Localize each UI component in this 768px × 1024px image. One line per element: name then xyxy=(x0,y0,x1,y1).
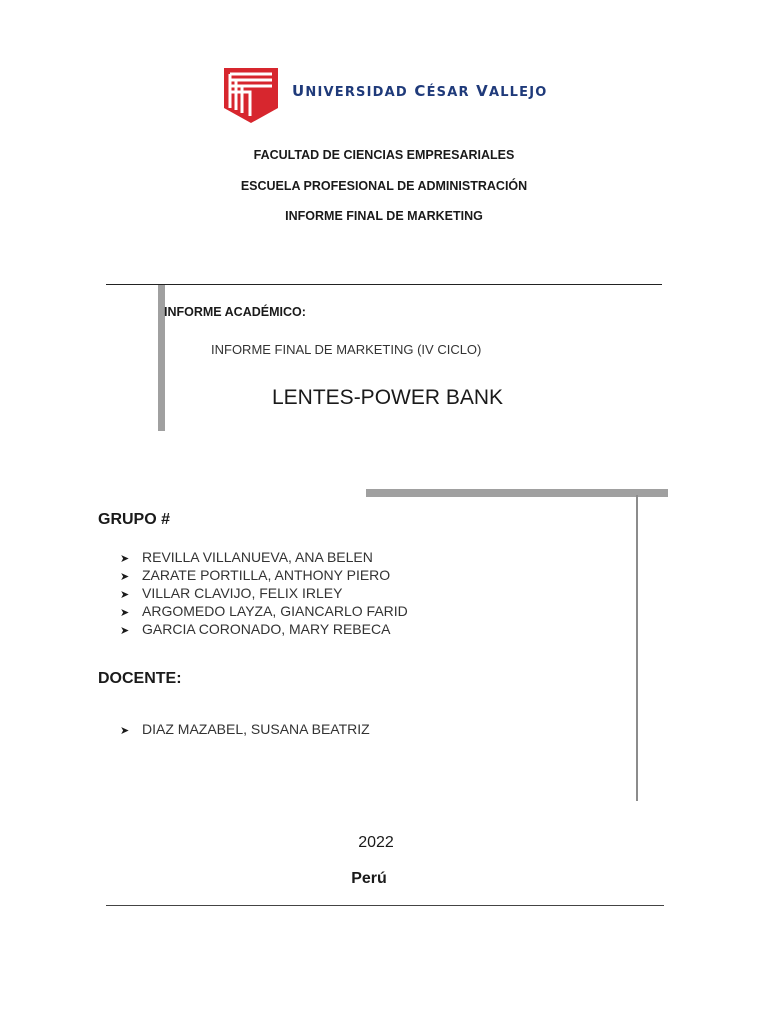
member-name: REVILLA VILLANUEVA, ANA BELEN xyxy=(142,549,373,565)
list-item xyxy=(120,566,408,584)
university-name-initial-1: U xyxy=(292,82,306,100)
list-item xyxy=(120,720,370,738)
list-item xyxy=(120,620,408,638)
list-item xyxy=(120,602,408,620)
right-vertical-line xyxy=(636,495,638,801)
arrowhead-bullet-icon: ➤ xyxy=(120,624,130,637)
academic-report-label: INFORME ACADÉMICO: xyxy=(164,305,306,319)
arrowhead-bullet-icon: ➤ xyxy=(120,606,130,619)
bottom-divider xyxy=(106,905,664,906)
year-text: 2022 xyxy=(358,834,394,851)
university-name-rest-2: ÉSAR xyxy=(426,85,470,100)
member-name: GARCIA CORONADO, MARY REBECA xyxy=(142,621,391,637)
top-divider xyxy=(106,284,662,285)
member-name: VILLAR CLAVIJO, FELIX IRLEY xyxy=(142,585,343,601)
group-members-list xyxy=(120,548,408,638)
member-name: ZARATE PORTILLA, ANTHONY PIERO xyxy=(142,567,391,583)
ucv-shield-logo-icon xyxy=(222,64,280,124)
project-title: LENTES-POWER BANK xyxy=(272,386,504,409)
university-name-rest-1: NIVERSIDAD xyxy=(305,85,408,100)
list-item xyxy=(120,548,408,566)
teacher-name: DIAZ MAZABEL, SUSANA BEATRIZ xyxy=(142,721,370,737)
group-section-title: GRUPO # xyxy=(98,511,171,528)
arrowhead-bullet-icon: ➤ xyxy=(120,588,130,601)
list-item xyxy=(120,584,408,602)
arrowhead-bullet-icon: ➤ xyxy=(120,552,130,565)
member-name: ARGOMEDO LAYZA, GIANCARLO FARID xyxy=(142,603,408,619)
right-accent-bar xyxy=(366,489,668,497)
arrowhead-bullet-icon: ➤ xyxy=(120,570,130,583)
report-heading: INFORME FINAL DE MARKETING xyxy=(285,209,483,223)
university-logo xyxy=(222,64,552,124)
faculty-heading: FACULTAD DE CIENCIAS EMPRESARIALES xyxy=(253,148,515,162)
university-name-initial-3: V xyxy=(476,82,489,100)
university-name xyxy=(292,82,548,100)
teacher-list xyxy=(120,720,370,738)
country-text: Perú xyxy=(351,870,387,887)
academic-report-subtitle: INFORME FINAL DE MARKETING (IV CICLO) xyxy=(211,342,482,357)
school-heading: ESCUELA PROFESIONAL DE ADMINISTRACIÓN xyxy=(240,179,528,193)
teacher-section-title: DOCENTE: xyxy=(98,670,182,687)
university-name-initial-2: C xyxy=(414,82,427,100)
university-name-rest-3: ALLEJO xyxy=(488,85,548,100)
arrowhead-bullet-icon: ➤ xyxy=(120,724,130,737)
